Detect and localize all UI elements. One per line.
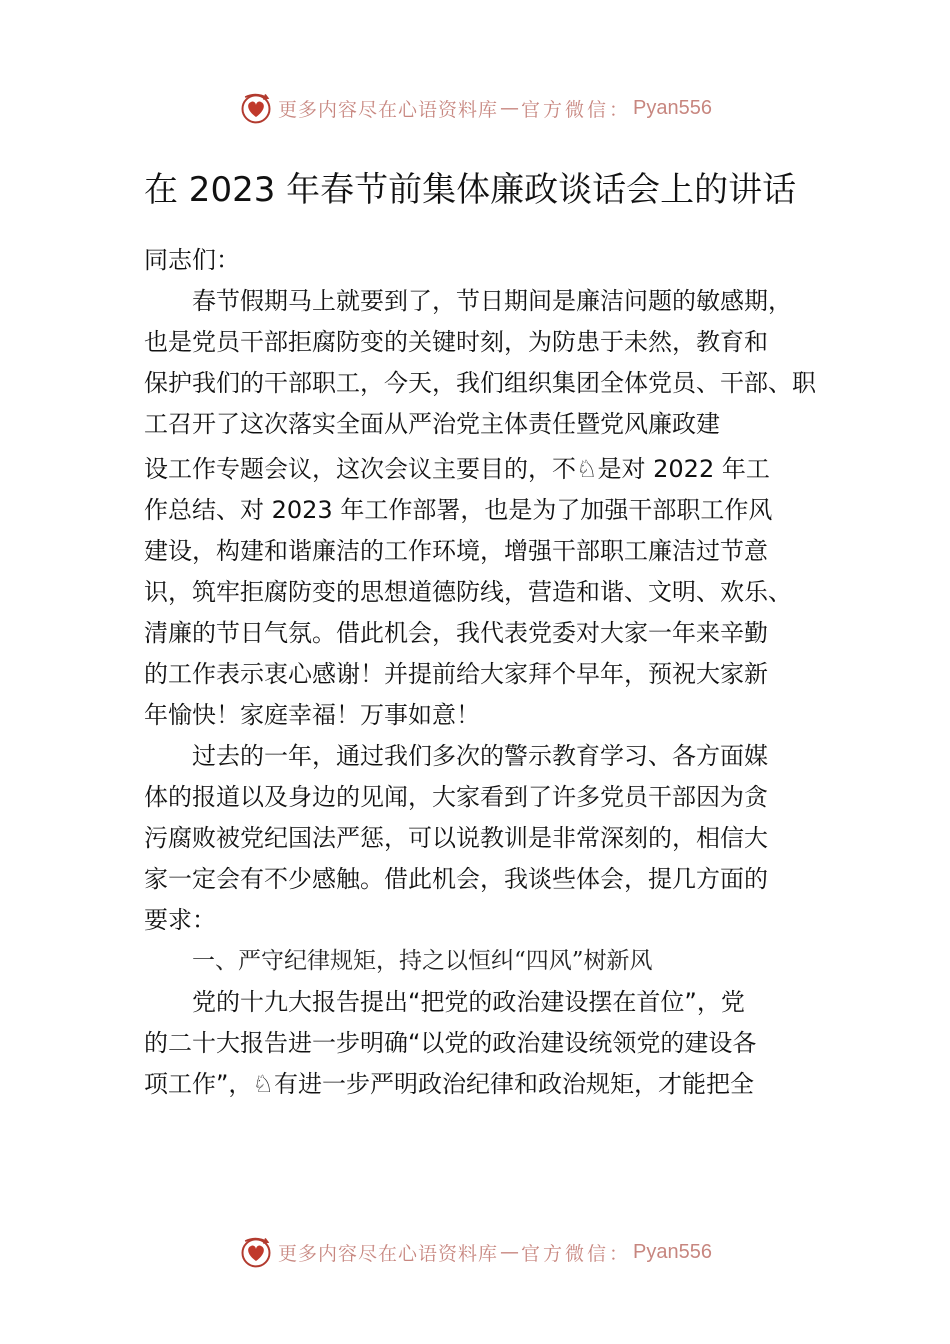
paragraph-line: 党的十九大报告提出“把党的政治建设摆在首位”，党 bbox=[192, 988, 745, 1016]
watermark-wechat-id: Pyan556 bbox=[633, 1240, 712, 1263]
paragraph-line: 保护我们的干部职工，今天，我们组织集团全体党员、干部、职 bbox=[144, 369, 816, 397]
watermark-separator: — bbox=[500, 1241, 520, 1263]
watermark-text: 更多内容尽在心语资料库 bbox=[278, 1242, 499, 1265]
paragraph-line: 家一定会有不少感触。借此机会，我谈些体会，提几方面的 bbox=[144, 865, 768, 893]
paragraph-line: 污腐败被党纪国法严惩，可以说教训是非常深刻的，相信大 bbox=[144, 824, 768, 852]
paragraph-line: 要求： bbox=[144, 906, 216, 934]
watermark-wechat-label: 官方微信： bbox=[521, 98, 632, 121]
paragraph-line: 的二十大报告进一步明确“以党的政治建设统领党的建设各 bbox=[144, 1029, 757, 1057]
paragraph-line: 过去的一年，通过我们多次的警示教育学习、各方面媒 bbox=[192, 742, 768, 770]
paragraph-line: 工召开了这次落实全面从严治党主体责任暨党风廉政建 bbox=[144, 410, 720, 438]
paragraph-line: 也是党员干部拒腐防变的关键时刻，为防患于未然，教育和 bbox=[144, 328, 768, 356]
paragraph-line: 建设，构建和谐廉洁的工作环境，增强干部职工廉洁过节意 bbox=[144, 537, 768, 565]
paragraph-line: 清廉的节日气氛。借此机会，我代表党委对大家一年来辛勤 bbox=[144, 619, 768, 647]
lotus-heart-logo-icon bbox=[238, 90, 274, 126]
paragraph-line: 识，筑牢拒腐防变的思想道德防线，营造和谐、文明、欢乐、 bbox=[144, 578, 792, 606]
watermark-text: 更多内容尽在心语资料库 bbox=[278, 98, 499, 121]
paragraph-line: 的工作表示衷心感谢！并提前给大家拜个早年，预祝大家新 bbox=[144, 660, 768, 688]
paragraph-line: 体的报道以及身边的见闻，大家看到了许多党员干部因为贪 bbox=[144, 783, 768, 811]
watermark-banner-bottom bbox=[0, 1232, 950, 1272]
paragraph-line: 设工作专题会议，这次会议主要目的，不♘是对 2022 年工 bbox=[144, 455, 770, 483]
watermark-separator: — bbox=[500, 97, 520, 119]
salutation: 同志们： bbox=[144, 246, 240, 274]
watermark-banner-top bbox=[0, 88, 950, 128]
watermark-wechat-label: 官方微信： bbox=[521, 1242, 632, 1265]
paragraph-line: 年愉快！家庭幸福！万事如意！ bbox=[144, 701, 480, 729]
document-body bbox=[144, 240, 824, 1105]
watermark-wechat-id: Pyan556 bbox=[633, 96, 712, 119]
lotus-heart-logo-icon bbox=[238, 1234, 274, 1270]
section-heading: 一、严守纪律规矩，持之以恒纠“四风”树新风 bbox=[192, 948, 653, 974]
paragraph-line: 春节假期马上就要到了，节日期间是廉洁问题的敏感期， bbox=[192, 287, 792, 315]
paragraph-line: 作总结、对 2023 年工作部署，也是为了加强干部职工作风 bbox=[144, 496, 773, 524]
document-title: 在 2023 年春节前集体廉政谈话会上的讲话 bbox=[144, 170, 797, 210]
paragraph-line: 项工作”，♘有进一步严明政治纪律和政治规矩，才能把全 bbox=[144, 1070, 754, 1098]
